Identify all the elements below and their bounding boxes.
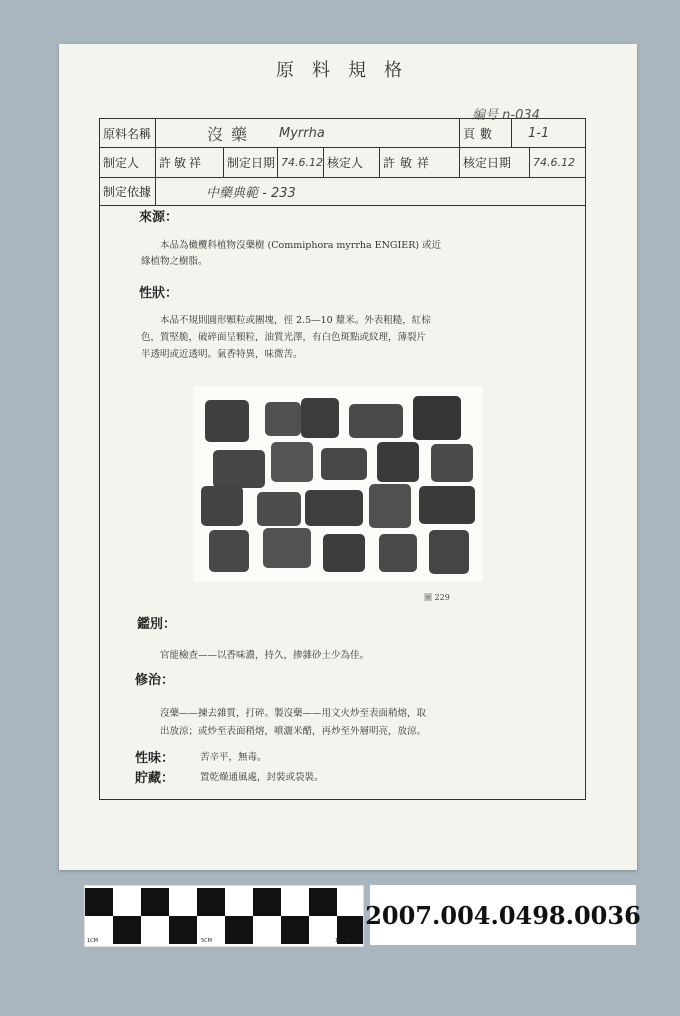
maker-value: 許敏祥: [156, 147, 224, 177]
source-text-2: 緣植物之樹脂。: [141, 256, 208, 267]
checker-value: 許敏祥: [380, 147, 460, 177]
material-name-cell: [156, 119, 460, 147]
material-label: 原料名稱: [100, 119, 156, 147]
basis-value: 中藥典範 - 233: [206, 185, 296, 201]
material-name-cn: 沒藥: [207, 124, 256, 144]
shape-text-1: 本品不規則圓形顆粒或團塊，徑 2.5—10 釐米。外表粗糙，紅棕: [160, 315, 431, 326]
date-label: 制定日期: [224, 147, 278, 177]
page-label: 頁數: [460, 119, 512, 147]
source-text-1: 本品為橄欖科植物沒藥樹 (Commiphora myrrha ENGIER) 或近: [160, 240, 442, 251]
ruler-label-1cm: 1CM: [87, 938, 98, 944]
document-title: 原料規格: [276, 60, 420, 81]
shape-text-3: 半透明或近透明。氣香特異，味微苦。: [141, 349, 303, 360]
page-value: 1-1: [528, 125, 550, 141]
maker-label: 制定人: [100, 147, 156, 177]
check-date-value: 74.6.12: [533, 155, 575, 169]
ruler-label-5cm: 5CM: [201, 938, 212, 944]
ident-heading: 鑑別：: [137, 617, 177, 632]
figure-label: 圖 229: [424, 593, 450, 602]
header-row-basis: [100, 177, 585, 206]
ident-text: 官能檢查——以香味濃，持久，掺雜砂土少為佳。: [160, 650, 370, 661]
check-date-label: 核定日期: [460, 147, 530, 177]
source-heading: 來源：: [139, 210, 179, 225]
process-text-1: 沒藥——揀去雜質，打碎。製沒藥——用文火炒至表面稍熔，取: [160, 708, 427, 719]
taste-text: 苦辛平，無毒。: [200, 752, 267, 763]
basis-label: 制定依據: [100, 177, 156, 205]
shape-text-2: 色，質堅脆，破碎面呈顆粒，油質光澤，有白色斑點或紋理，薄裂片: [141, 332, 427, 343]
catalog-number: 2007.004.0498.0036: [370, 885, 636, 945]
header-row-maker: [100, 147, 585, 178]
document-code: 編号 n-034: [472, 108, 540, 123]
storage-text: 置乾燥通風處，封裝或袋裝。: [200, 772, 324, 783]
checker-label: 核定人: [324, 147, 380, 177]
shape-heading: 性狀：: [139, 286, 179, 301]
process-text-2: 出放涼；或炒至表面稍熔，噴灑米醋，再炒至外層明亮，放涼。: [160, 726, 427, 737]
process-heading: 修治：: [135, 673, 175, 688]
myrrha-photo: [193, 386, 483, 582]
date-value: 74.6.12: [278, 147, 324, 177]
material-name-latin: Myrrha: [279, 125, 325, 141]
scale-ruler: [84, 885, 364, 947]
taste-heading: 性味：: [135, 751, 175, 766]
storage-heading: 貯藏：: [135, 771, 175, 786]
header-row-material: [100, 119, 585, 148]
ruler-label-10cm: 10CM: [335, 938, 350, 944]
